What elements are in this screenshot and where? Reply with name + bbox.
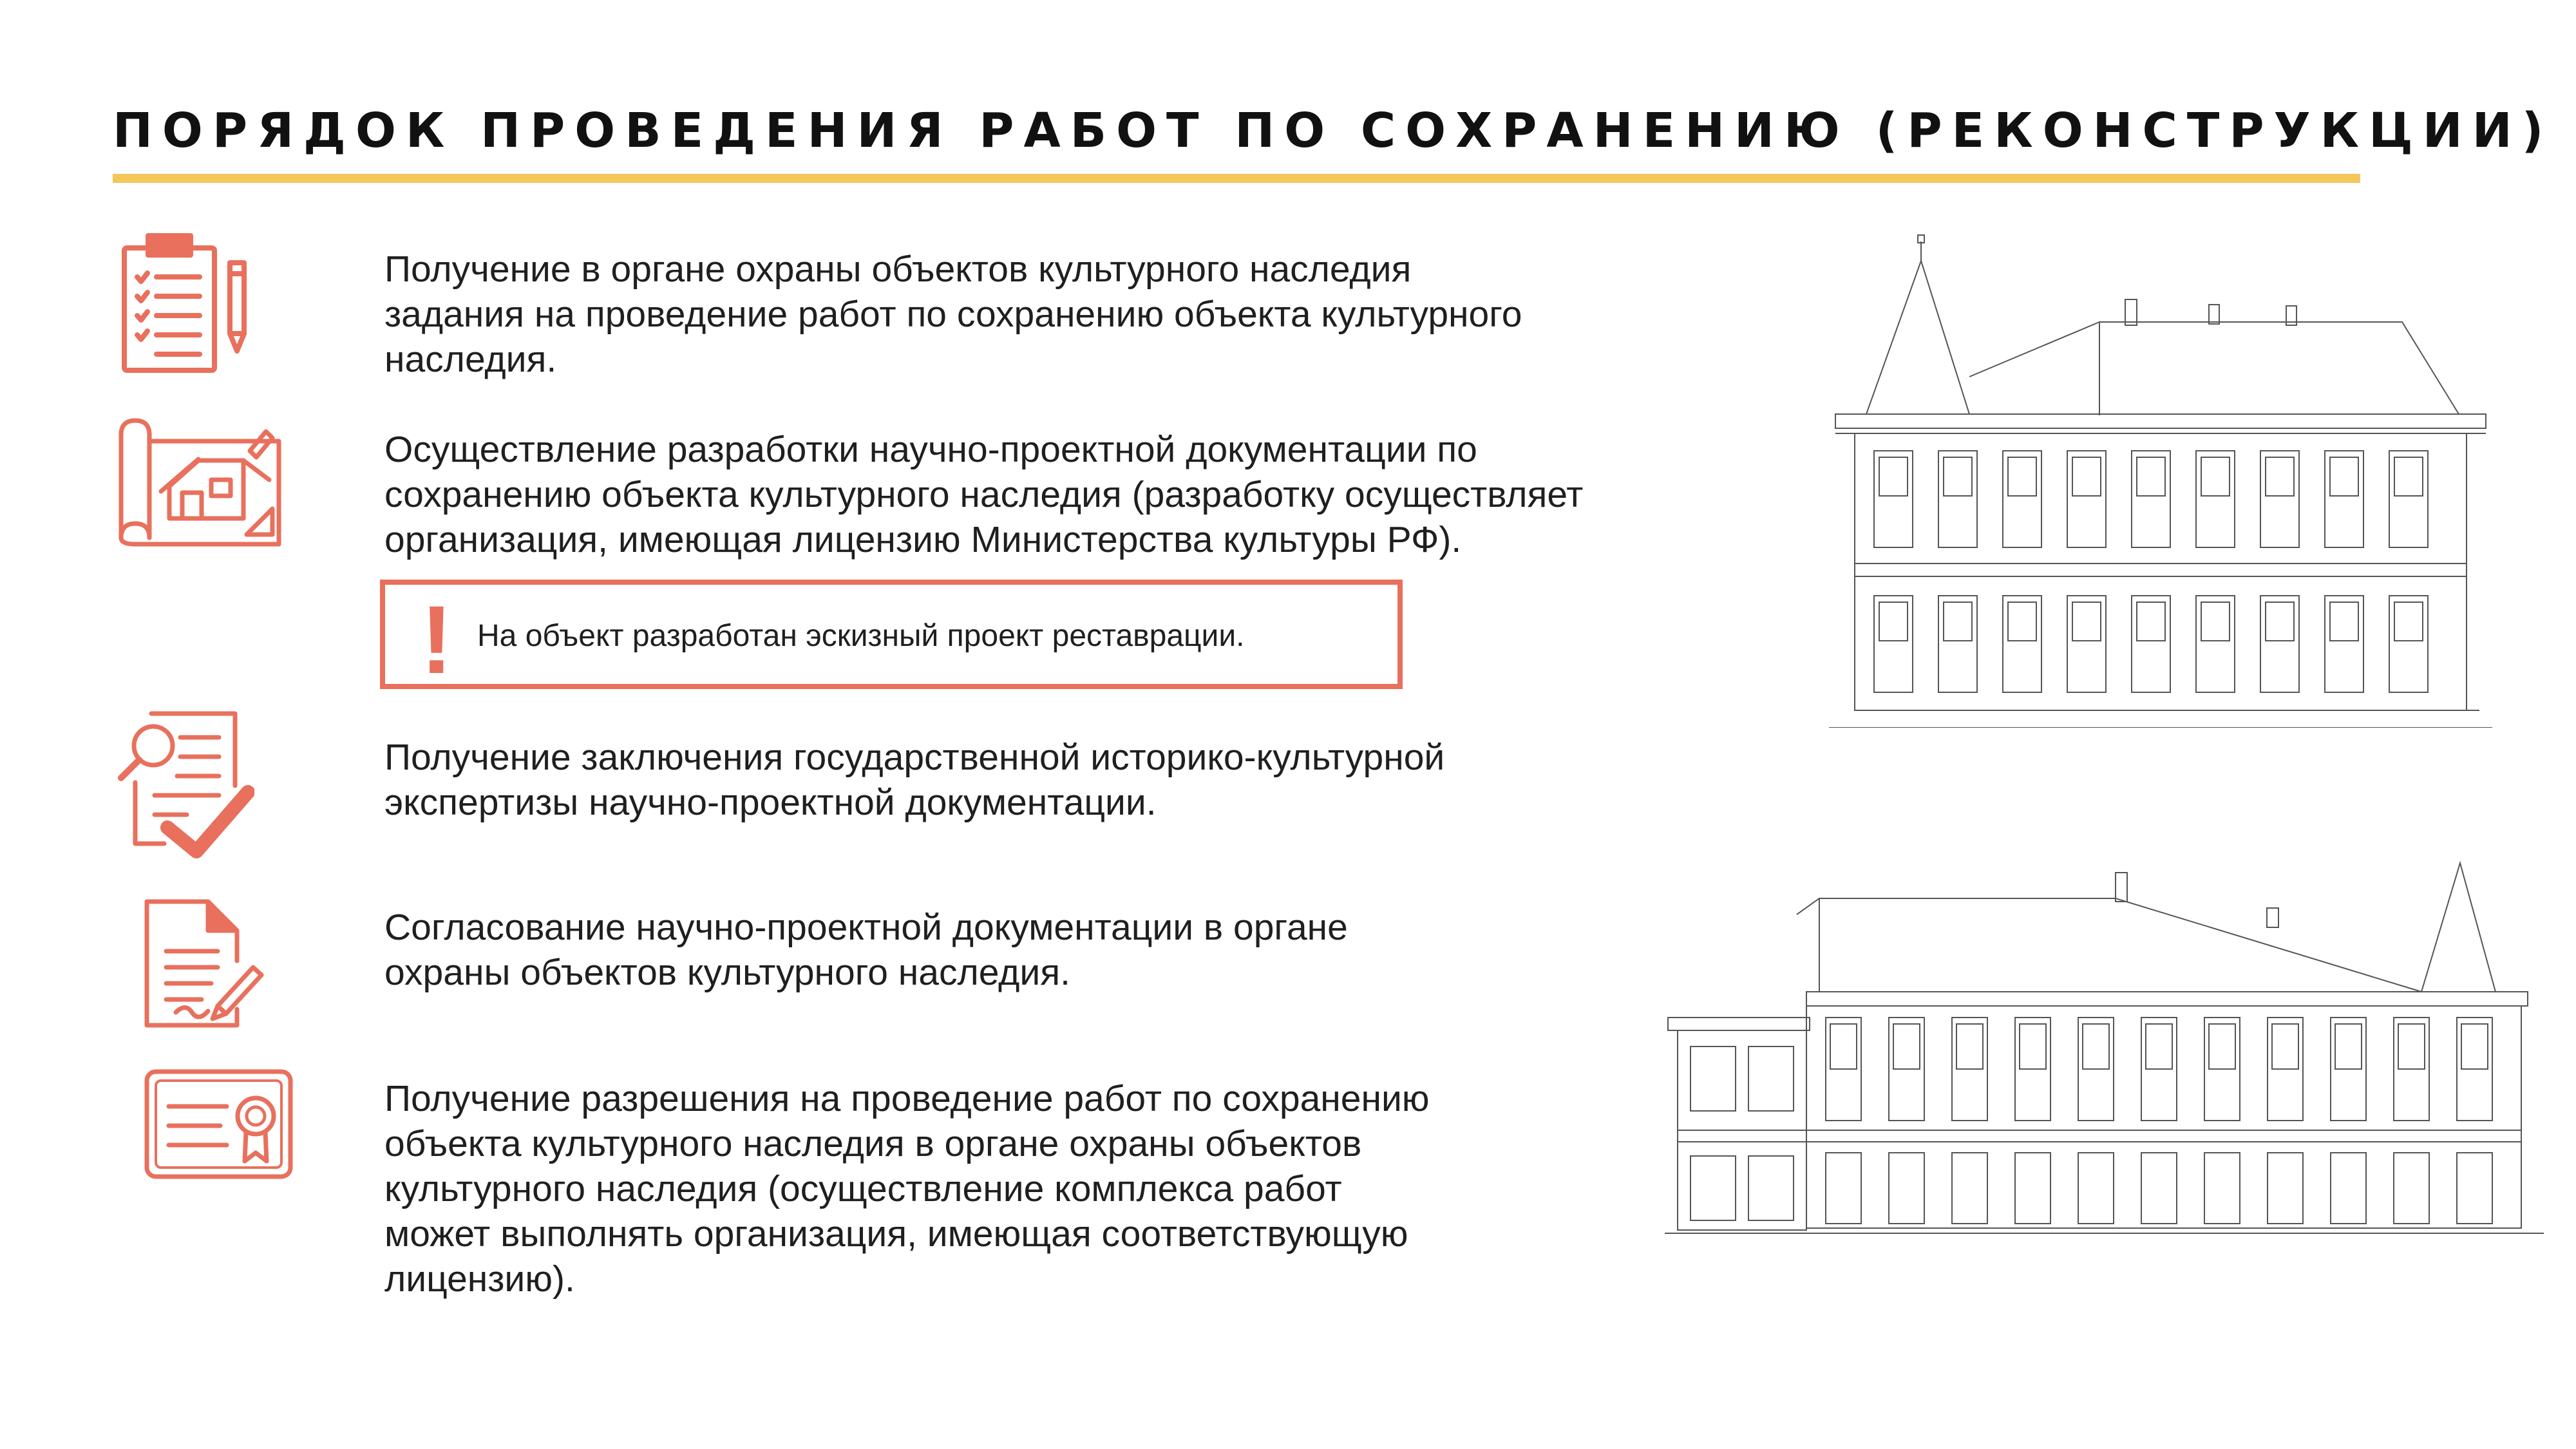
document-review-check-icon <box>116 708 254 860</box>
step-5-text: Получение разрешения на проведение работ по сохранению объекта культурного наследия в органе охраны объектов культурного наследия (осуществление комплекса работ может выполнять организация, имеющая соответствующую лицензию). <box>384 1078 1430 1300</box>
note-text: На объект разработан эскизный проект реставрации. <box>477 619 1245 653</box>
title-underline <box>113 174 2360 183</box>
house-blueprint-icon <box>115 415 285 547</box>
restoration-note-box <box>380 580 1403 694</box>
step-3-text: Получение заключения государственной историко-культурной экспертизы научно-проектной документации. <box>384 737 1445 823</box>
exclamation-icon: ! <box>421 585 453 694</box>
page-title: ПОРЯДОК ПРОВЕДЕНИЯ РАБОТ ПО СОХРАНЕНИЮ (РЕКОНСТРУКЦИИ) <box>113 103 2553 158</box>
facade-drawing-front <box>1829 229 2492 728</box>
step-4-text: Согласование научно-проектной документации в органе охраны объектов культурного наследия. <box>384 907 1348 993</box>
step-2-text: Осуществление разработки научно-проектной документации по сохранению объекта культурного наследия (разработку осуществляет организация, имеющая лицензию Министерства культуры РФ). <box>384 429 1584 560</box>
facade-drawing-side <box>1665 860 2544 1246</box>
document-signature-icon <box>140 896 266 1032</box>
clipboard-checklist-icon <box>119 232 254 374</box>
certificate-seal-icon <box>143 1068 294 1180</box>
step-1-text: Получение в органе охраны объектов культурного наследия задания на проведение работ по сохранению объекта культурного наследия. <box>384 249 1522 380</box>
